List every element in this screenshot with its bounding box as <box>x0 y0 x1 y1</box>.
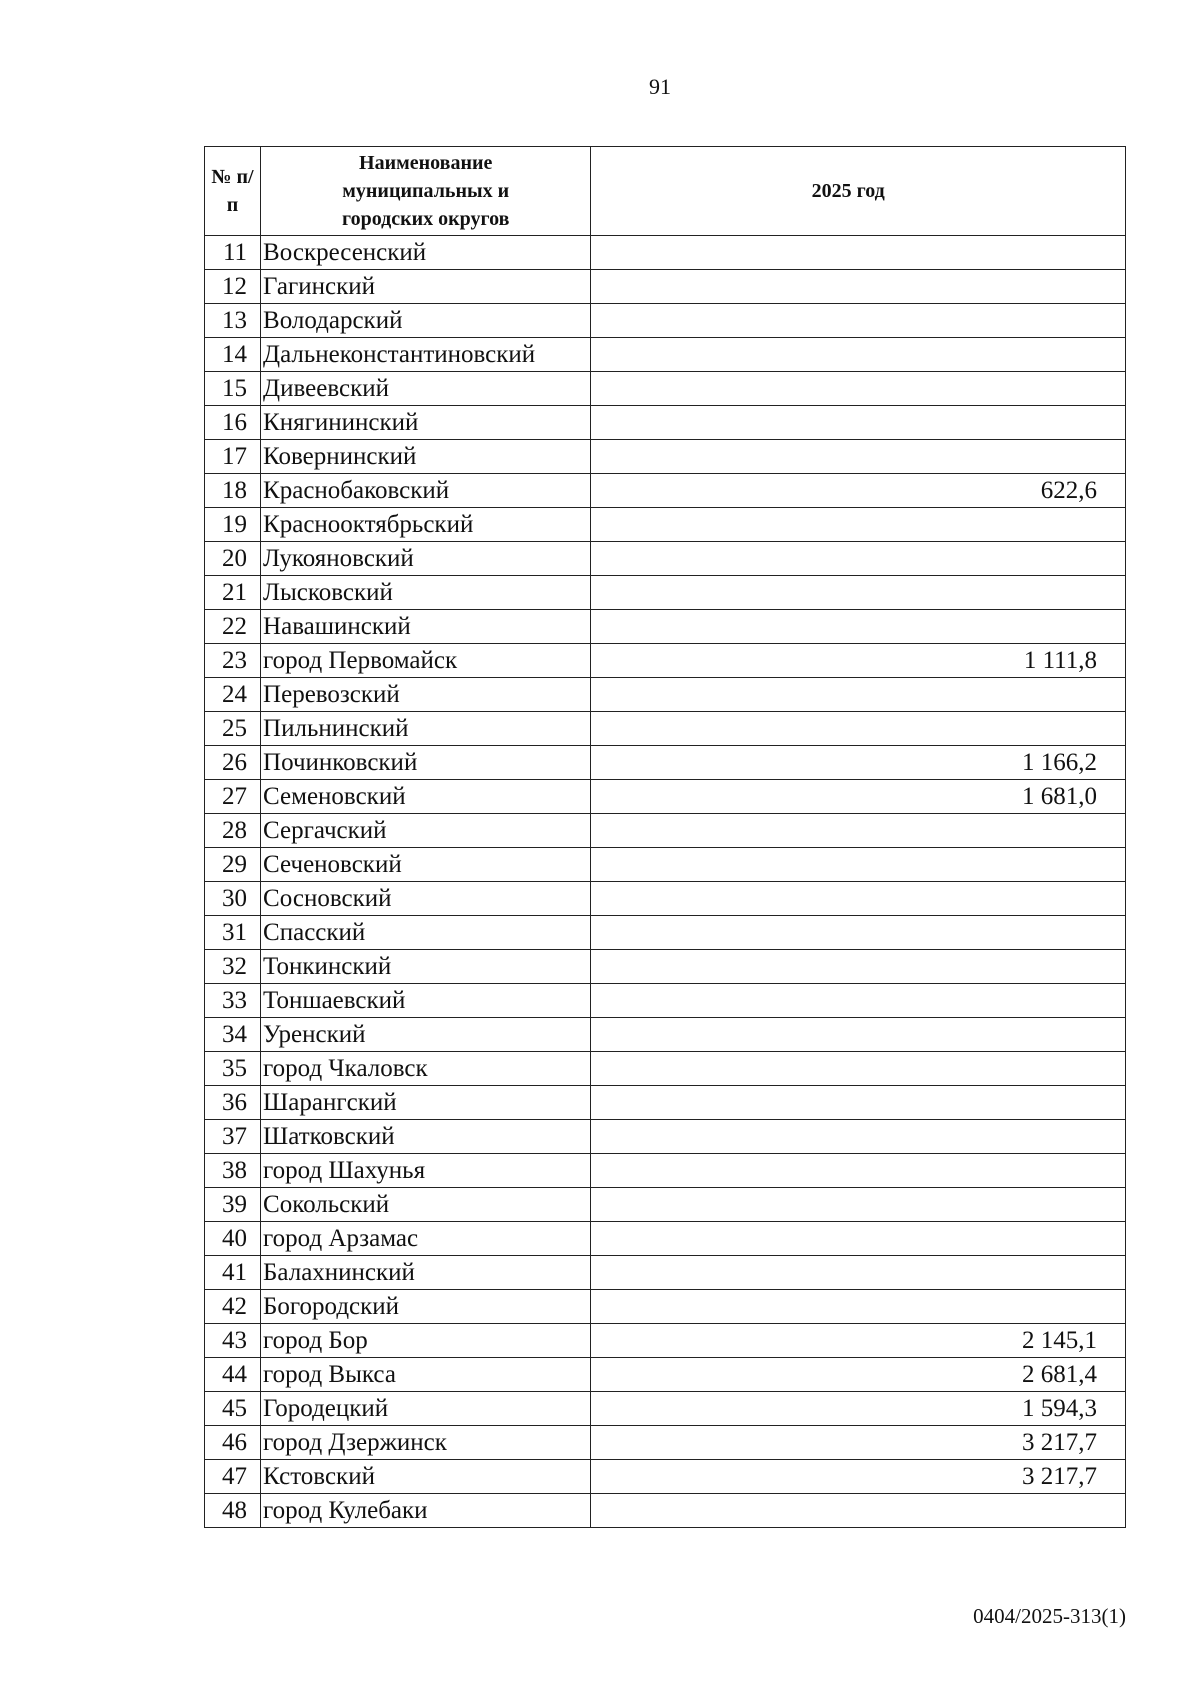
header-year: 2025 год <box>591 147 1126 236</box>
row-number: 12 <box>205 270 261 304</box>
row-value <box>591 1188 1126 1222</box>
table-row <box>205 270 1126 304</box>
row-value <box>591 712 1126 746</box>
row-number: 28 <box>205 814 261 848</box>
table-row <box>205 1290 1126 1324</box>
row-value <box>591 1120 1126 1154</box>
row-value: 2 681,4 <box>591 1358 1126 1392</box>
row-number: 31 <box>205 916 261 950</box>
table-row <box>205 1494 1126 1528</box>
table-row <box>205 916 1126 950</box>
row-value <box>591 1086 1126 1120</box>
row-value: 3 217,7 <box>591 1460 1126 1494</box>
row-number: 32 <box>205 950 261 984</box>
row-name: Кстовский <box>261 1460 591 1494</box>
table-row <box>205 1120 1126 1154</box>
row-number: 47 <box>205 1460 261 1494</box>
table-row <box>205 678 1126 712</box>
row-name: Сергачский <box>261 814 591 848</box>
row-number: 39 <box>205 1188 261 1222</box>
row-name: Навашинский <box>261 610 591 644</box>
table-row <box>205 814 1126 848</box>
row-number: 26 <box>205 746 261 780</box>
row-number: 13 <box>205 304 261 338</box>
row-number: 20 <box>205 542 261 576</box>
row-number: 11 <box>205 236 261 270</box>
table-row <box>205 644 1126 678</box>
row-value <box>591 440 1126 474</box>
row-number: 29 <box>205 848 261 882</box>
row-number: 38 <box>205 1154 261 1188</box>
row-number: 44 <box>205 1358 261 1392</box>
row-value: 622,6 <box>591 474 1126 508</box>
header-number: № п/п <box>205 147 261 236</box>
allocation-table <box>204 146 1126 1528</box>
table-row <box>205 1188 1126 1222</box>
row-value: 1 111,8 <box>591 644 1126 678</box>
row-name: Сеченовский <box>261 848 591 882</box>
row-name: Богородский <box>261 1290 591 1324</box>
table-row <box>205 440 1126 474</box>
row-value <box>591 916 1126 950</box>
row-number: 23 <box>205 644 261 678</box>
row-value <box>591 1256 1126 1290</box>
table-row <box>205 950 1126 984</box>
row-value <box>591 338 1126 372</box>
row-value <box>591 1494 1126 1528</box>
table-row <box>205 984 1126 1018</box>
table-row <box>205 1426 1126 1460</box>
table-row <box>205 610 1126 644</box>
table-row <box>205 712 1126 746</box>
row-value <box>591 678 1126 712</box>
table-row <box>205 304 1126 338</box>
table-row <box>205 1324 1126 1358</box>
page-number: 91 <box>649 74 671 99</box>
row-value: 1 166,2 <box>591 746 1126 780</box>
row-number: 17 <box>205 440 261 474</box>
table-row <box>205 746 1126 780</box>
row-number: 19 <box>205 508 261 542</box>
row-value <box>591 1222 1126 1256</box>
row-name: Краснобаковский <box>261 474 591 508</box>
row-name: Балахнинский <box>261 1256 591 1290</box>
row-name: Тоншаевский <box>261 984 591 1018</box>
row-number: 43 <box>205 1324 261 1358</box>
row-number: 40 <box>205 1222 261 1256</box>
table-row <box>205 338 1126 372</box>
table-row <box>205 372 1126 406</box>
row-number: 42 <box>205 1290 261 1324</box>
row-name: Краснооктябрьский <box>261 508 591 542</box>
table-row <box>205 406 1126 440</box>
row-name: город Первомайск <box>261 644 591 678</box>
row-number: 25 <box>205 712 261 746</box>
table-row <box>205 1222 1126 1256</box>
table-row <box>205 882 1126 916</box>
row-number: 36 <box>205 1086 261 1120</box>
row-number: 37 <box>205 1120 261 1154</box>
row-value <box>591 848 1126 882</box>
row-number: 15 <box>205 372 261 406</box>
row-name: Дивеевский <box>261 372 591 406</box>
row-name: Семеновский <box>261 780 591 814</box>
row-number: 33 <box>205 984 261 1018</box>
table-row <box>205 236 1126 270</box>
table-row <box>205 542 1126 576</box>
row-value <box>591 304 1126 338</box>
row-value: 1 681,0 <box>591 780 1126 814</box>
row-value <box>591 950 1126 984</box>
table-row <box>205 1154 1126 1188</box>
row-number: 18 <box>205 474 261 508</box>
row-name: город Дзержинск <box>261 1426 591 1460</box>
row-name: Шарангский <box>261 1086 591 1120</box>
row-number: 27 <box>205 780 261 814</box>
row-value <box>591 610 1126 644</box>
table-row <box>205 1018 1126 1052</box>
row-number: 24 <box>205 678 261 712</box>
table-row <box>205 1086 1126 1120</box>
table-row <box>205 1358 1126 1392</box>
row-name: город Чкаловск <box>261 1052 591 1086</box>
row-value <box>591 882 1126 916</box>
row-number: 45 <box>205 1392 261 1426</box>
row-value: 2 145,1 <box>591 1324 1126 1358</box>
row-value <box>591 984 1126 1018</box>
row-number: 41 <box>205 1256 261 1290</box>
row-number: 34 <box>205 1018 261 1052</box>
table-row <box>205 474 1126 508</box>
row-name: Гагинский <box>261 270 591 304</box>
table-row <box>205 508 1126 542</box>
header-name: Наименование муниципальных и городских округов <box>261 147 591 236</box>
row-value <box>591 1052 1126 1086</box>
table-row <box>205 576 1126 610</box>
row-name: город Выкса <box>261 1358 591 1392</box>
row-name: Лысковский <box>261 576 591 610</box>
row-value <box>591 236 1126 270</box>
row-value <box>591 508 1126 542</box>
row-value <box>591 270 1126 304</box>
table-header-row <box>205 147 1126 236</box>
row-number: 46 <box>205 1426 261 1460</box>
table-row <box>205 1256 1126 1290</box>
row-number: 48 <box>205 1494 261 1528</box>
row-value <box>591 372 1126 406</box>
row-name: Тонкинский <box>261 950 591 984</box>
row-name: город Арзамас <box>261 1222 591 1256</box>
row-name: Ковернинский <box>261 440 591 474</box>
row-number: 21 <box>205 576 261 610</box>
document-code: 0404/2025-313(1) <box>973 1604 1126 1628</box>
table-body <box>205 236 1126 1528</box>
row-name: Лукояновский <box>261 542 591 576</box>
row-name: Починковский <box>261 746 591 780</box>
row-name: Пильнинский <box>261 712 591 746</box>
row-name: Воскресенский <box>261 236 591 270</box>
row-number: 30 <box>205 882 261 916</box>
row-value: 3 217,7 <box>591 1426 1126 1460</box>
table-row <box>205 1460 1126 1494</box>
row-name: Володарский <box>261 304 591 338</box>
row-value <box>591 542 1126 576</box>
row-value <box>591 1154 1126 1188</box>
row-name: город Бор <box>261 1324 591 1358</box>
row-name: Сокольский <box>261 1188 591 1222</box>
table-row <box>205 1052 1126 1086</box>
row-name: Уренский <box>261 1018 591 1052</box>
row-number: 16 <box>205 406 261 440</box>
row-value <box>591 576 1126 610</box>
table-row <box>205 780 1126 814</box>
row-name: Сосновский <box>261 882 591 916</box>
table-row <box>205 848 1126 882</box>
row-value <box>591 406 1126 440</box>
row-name: Перевозский <box>261 678 591 712</box>
row-value: 1 594,3 <box>591 1392 1126 1426</box>
row-number: 35 <box>205 1052 261 1086</box>
row-name: Дальнеконстантиновский <box>261 338 591 372</box>
row-name: Княгининский <box>261 406 591 440</box>
row-value <box>591 1290 1126 1324</box>
row-number: 14 <box>205 338 261 372</box>
row-name: Спасский <box>261 916 591 950</box>
row-name: город Кулебаки <box>261 1494 591 1528</box>
row-value <box>591 1018 1126 1052</box>
row-number: 22 <box>205 610 261 644</box>
row-name: город Шахунья <box>261 1154 591 1188</box>
table-row <box>205 1392 1126 1426</box>
row-name: Шатковский <box>261 1120 591 1154</box>
row-value <box>591 814 1126 848</box>
row-name: Городецкий <box>261 1392 591 1426</box>
